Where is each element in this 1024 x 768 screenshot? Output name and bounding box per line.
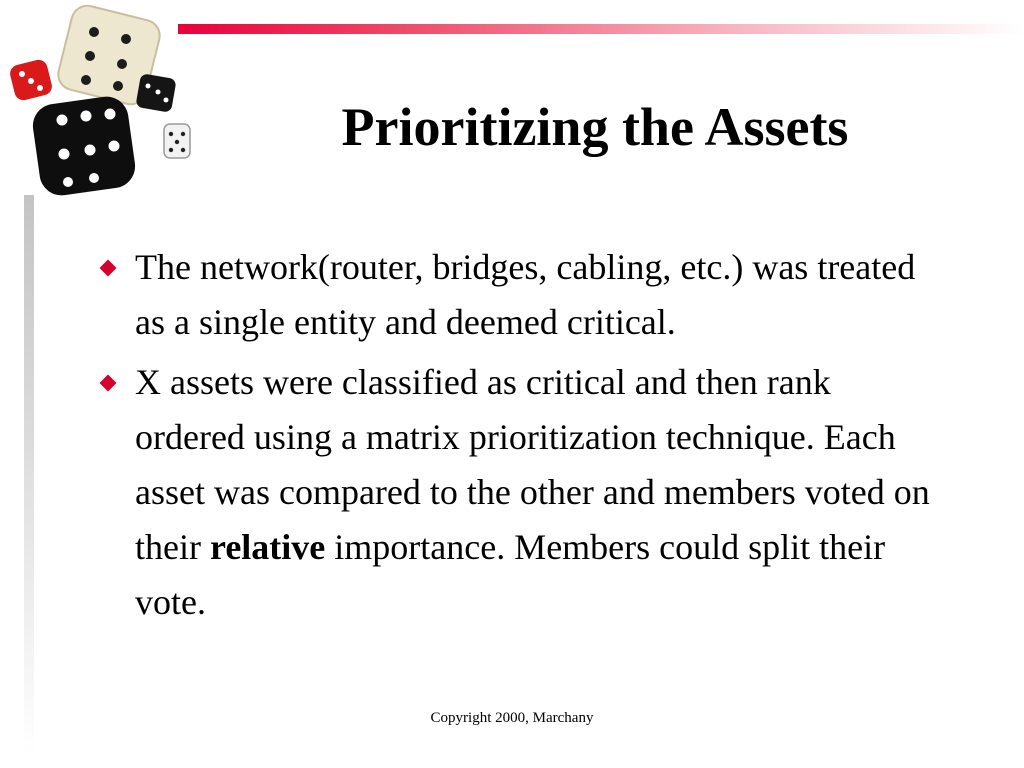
left-accent-bar [24, 195, 34, 755]
top-accent-bar [178, 24, 1024, 34]
slide-title: Prioritizing the Assets [341, 97, 849, 157]
bullet-text [135, 362, 930, 622]
bullet-text-end: importance. Members could split their vote. [135, 527, 886, 622]
bullet-list [98, 240, 938, 635]
bullet-item [98, 240, 938, 350]
bullet-text: The network(router, bridges, cabling, etc.) was treated as a single entity and deemed critical. [135, 247, 916, 342]
dice-icon [6, 4, 198, 200]
copyright-footer: Copyright 2000, Marchany [430, 710, 594, 726]
large-black-die [30, 94, 138, 198]
red-diamond-bullet-icon [100, 375, 117, 392]
small-black-die [135, 73, 176, 113]
bullet-emphasis: relative [209, 527, 326, 567]
red-die [8, 58, 54, 102]
bullet-text-start: X assets were classified as critical and then rank ordered using a matrix prioritization technique. Each asset was compared to the other and members voted on their [135, 362, 930, 567]
red-diamond-bullet-icon [100, 260, 117, 277]
tiny-white-die [164, 124, 190, 158]
bullet-item [98, 355, 938, 630]
